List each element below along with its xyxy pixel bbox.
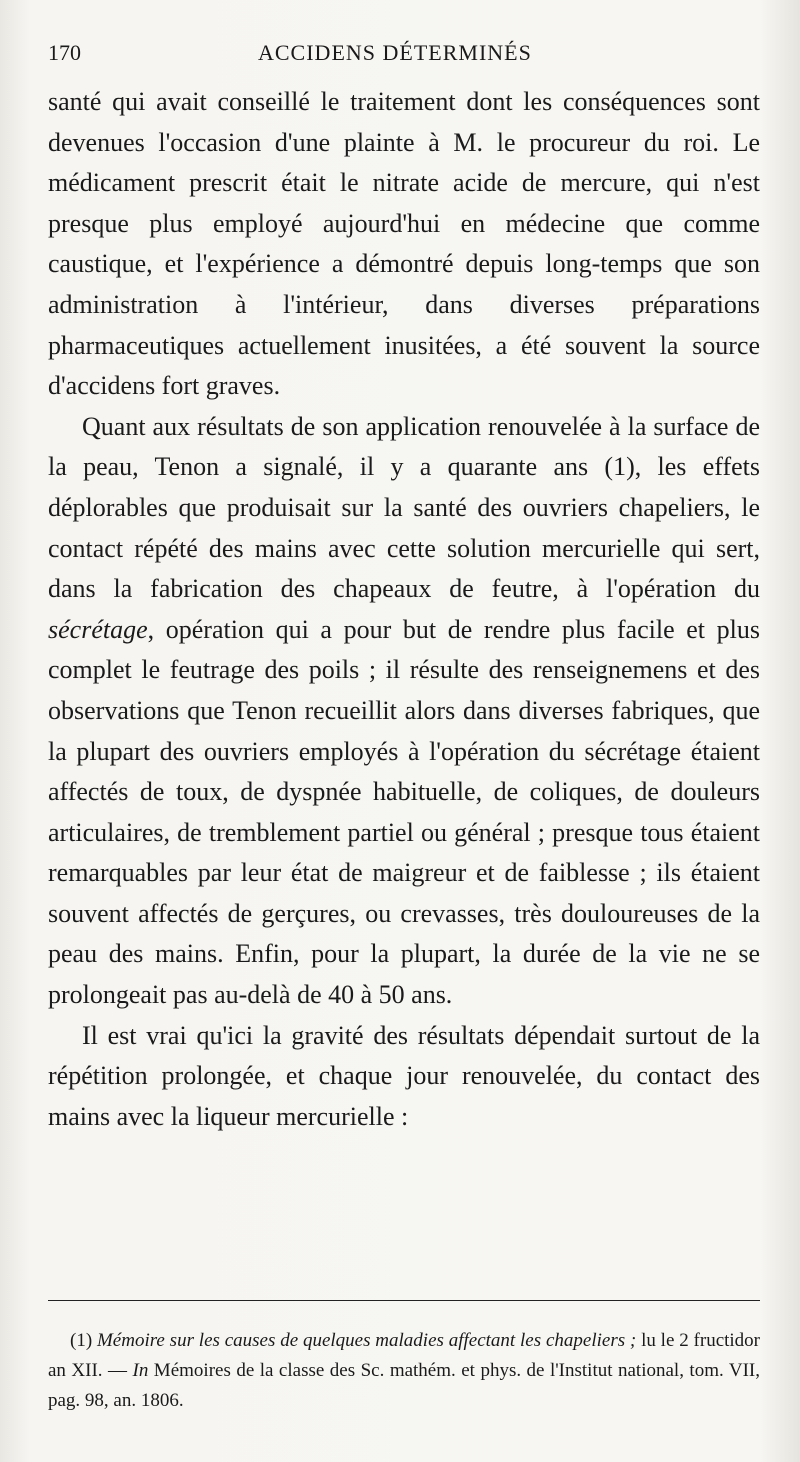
footnote xyxy=(48,1326,760,1416)
footnote-title: Mémoire sur les causes de quelques maladies affectant les chapeliers ; xyxy=(96,1330,637,1351)
running-head: ACCIDENS DÉTERMINÉS xyxy=(258,40,532,65)
paragraph-1 xyxy=(48,82,760,407)
paragraph-2-text-before: Quant aux résultats de son application renouvelée à la surface de la peau, Tenon a signalé, il y a quarante ans (1), les effets déplorables que produisait sur la santé des ouvriers chapeliers, le contact répété des mains avec cette solution mercurielle qui sert, dans la fabrication des chapeaux de feutre, à l'opération du xyxy=(48,411,760,604)
paragraph-2-emphasis: sécrétage xyxy=(48,614,148,644)
page-header xyxy=(48,40,760,76)
page-number: 170 xyxy=(48,40,81,65)
footnote-in: In xyxy=(132,1360,149,1381)
paragraph-2-text-after: , opération qui a pour but de rendre plus facile et plus complet le feutrage des poils ; il résulte des renseignemens et des observations que Tenon recueillit alors dans diverses fabriques, que la plupart des ouvriers employés à l'opération du sécrétage étaient affectés de toux, de dyspnée habituelle, de coliques, de douleurs articulaires, de tremblement partiel ou général ; presque tous étaient remarquables par leur état de maigreur et de faiblesse ; ils étaient souvent affectés de gerçures, ou crevasses, très douloureuses de la peau des mains. Enfin, pour la plupart, la durée de la vie ne se prolongeait pas au-delà de 40 à 50 ans. xyxy=(48,614,760,1010)
footnote-text xyxy=(48,1326,760,1416)
footnote-text-end: Mémoires de la classe des Sc. mathém. et phys. de l'Institut national, tom. VII, pag. 98, an. 1806. xyxy=(48,1360,760,1411)
paragraph-1-text: santé qui avait conseillé le traitement dont les conséquences sont devenues l'occasion d'une plainte à M. le procureur du roi. Le médicament prescrit était le nitrate acide de mercure, qui n'est presque plus employé aujourd'hui en médecine que comme caustique, et l'expérience a démontré depuis long-temps que son administration à l'intérieur, dans diverses préparations pharmaceutiques actuellement inusitées, a été souvent la source d'accidens fort graves. xyxy=(48,87,760,401)
paragraph-3 xyxy=(48,1016,760,1138)
paragraph-2 xyxy=(48,407,760,1016)
footnote-divider xyxy=(48,1300,760,1301)
body-text xyxy=(48,82,760,1137)
footnote-text-mid: lu le 2 fructidor an XII. — xyxy=(48,1330,761,1381)
paragraph-3-text: Il est vrai qu'ici la gravité des résultats dépendait surtout de la répétition prolongée, et chaque jour renouvelée, du contact des mains avec la liqueur mercurielle : xyxy=(48,1020,760,1131)
footnote-marker: (1) xyxy=(70,1330,93,1351)
